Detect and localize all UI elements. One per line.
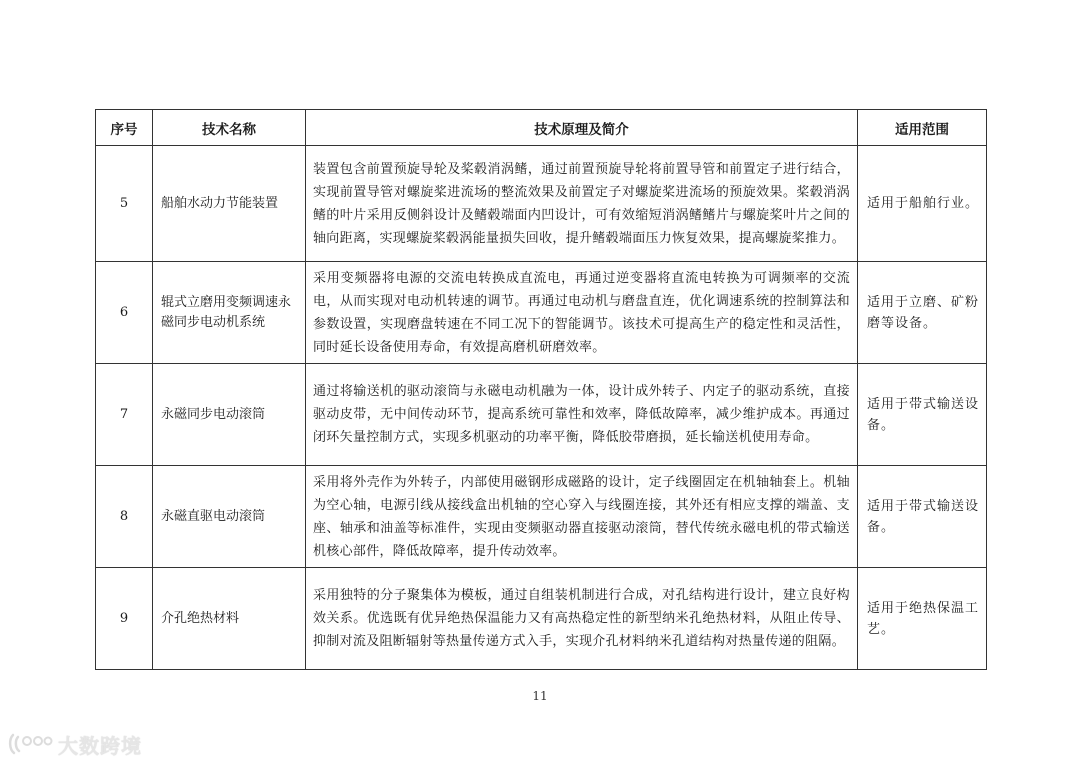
row-description: 通过将输送机的驱动滚筒与永磁电动机融为一体，设计成外转子、内定子的驱动系统，直接驱动皮带，无中间传动环节，提高系统可靠性和效率，降低故障率，减少维护成本。再通过闭环矢量控制方式，实现多机驱动的功率平衡，降低胶带磨损，延长输送机使用寿命。 — [306, 364, 858, 466]
row-scope: 适用于带式输送设备。 — [858, 466, 987, 568]
row-description: 装置包含前置预旋导轮及桨毂消涡鳍，通过前置预旋导轮将前置导管和前置定子进行结合，实现前置导管对螺旋桨进流场的整流效果及前置定子对螺旋桨进流场的预旋效果。桨毂消涡鳍的叶片采用反侧斜设计及鳍毂端面内凹设计，可有效缩短消涡鳍鳍片与螺旋桨叶片之间的轴向距离，实现螺旋桨毂涡能量损失回收，提升鳍毂端面压力恢复效果，提高螺旋桨推力。 — [306, 146, 858, 262]
row-index: 8 — [96, 466, 153, 568]
header-name: 技术名称 — [153, 110, 306, 146]
row-scope: 适用于绝热保温工艺。 — [858, 568, 987, 670]
row-index: 6 — [96, 262, 153, 364]
watermark — [8, 730, 142, 758]
row-technology-name: 永磁同步电动滚筒 — [153, 364, 306, 466]
row-description: 采用将外壳作为外转子，内部使用磁钢形成磁路的设计，定子线圈固定在机轴轴套上。机轴为空心轴，电源引线从接线盒出机轴的空心穿入与线圈连接，其外还有相应支撑的端盖、支座、轴承和油盖等标准件，实现由变频驱动器直接驱动滚筒，替代传统永磁电机的带式输送机核心部件，降低故障率，提升传动效率。 — [306, 466, 858, 568]
row-index: 9 — [96, 568, 153, 670]
row-scope: 适用于带式输送设备。 — [858, 364, 987, 466]
table-row — [96, 568, 987, 670]
header-index: 序号 — [96, 110, 153, 146]
row-index: 5 — [96, 146, 153, 262]
row-description: 采用独特的分子聚集体为模板，通过自组装机制进行合成，对孔结构进行设计，建立良好构效关系。优选既有优异绝热保温能力又有高热稳定性的新型纳米孔绝热材料，从阻止传导、抑制对流及阻断辐射等热量传递方式入手，实现介孔材料纳米孔道结构对热量传递的阻隔。 — [306, 568, 858, 670]
row-technology-name: 永磁直驱电动滚筒 — [153, 466, 306, 568]
header-description: 技术原理及简介 — [306, 110, 858, 146]
row-technology-name: 介孔绝热材料 — [153, 568, 306, 670]
technology-table — [95, 109, 987, 670]
watermark-text: 大数跨境 — [58, 733, 142, 758]
brand-logo-icon — [8, 731, 54, 757]
row-technology-name: 船舶水动力节能装置 — [153, 146, 306, 262]
table-header-row — [96, 110, 987, 146]
table-row — [96, 364, 987, 466]
row-index: 7 — [96, 364, 153, 466]
row-scope: 适用于船舶行业。 — [858, 146, 987, 262]
header-scope: 适用范围 — [858, 110, 987, 146]
row-scope: 适用于立磨、矿粉磨等设备。 — [858, 262, 987, 364]
table-row — [96, 262, 987, 364]
row-description: 采用变频器将电源的交流电转换成直流电，再通过逆变器将直流电转换为可调频率的交流电，从而实现对电动机转速的调节。再通过电动机与磨盘直连，优化调速系统的控制算法和参数设置，实现磨盘转速在不同工况下的智能调节。该技术可提高生产的稳定性和灵活性，同时延长设备使用寿命，有效提高磨机研磨效率。 — [306, 262, 858, 364]
row-technology-name: 辊式立磨用变频调速永磁同步电动机系统 — [153, 262, 306, 364]
page-number: 11 — [532, 689, 548, 703]
table-row — [96, 466, 987, 568]
table-row — [96, 146, 987, 262]
